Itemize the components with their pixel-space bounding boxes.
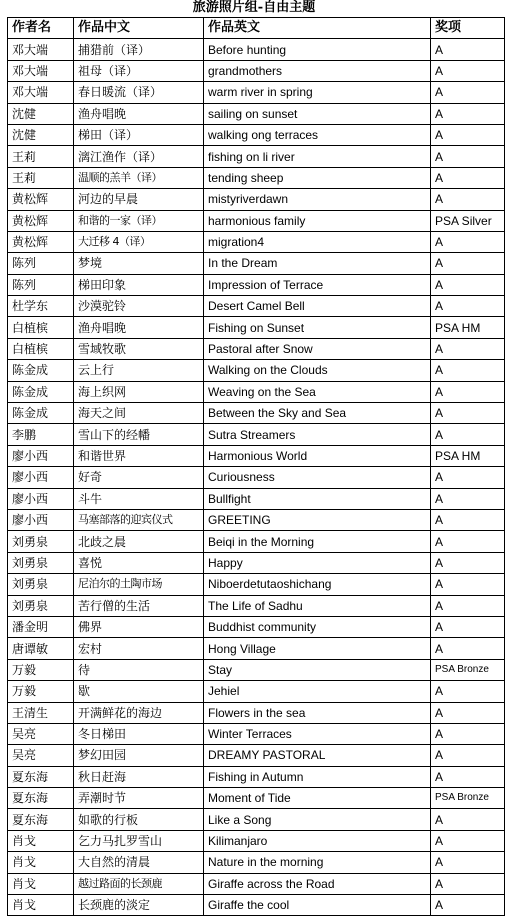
award-cell: A — [431, 552, 505, 573]
award-cell: A — [431, 231, 505, 252]
title-english-cell: Niboerdetutaoshichang — [204, 574, 431, 595]
title-chinese-cell: 斗牛 — [74, 488, 204, 509]
title-chinese-cell: 漓江渔作（译） — [74, 146, 204, 167]
title-english-cell: The Life of Sadhu — [204, 595, 431, 616]
table-row — [8, 189, 505, 210]
table-row — [8, 146, 505, 167]
award-cell: A — [431, 39, 505, 60]
title-chinese-cell: 大自然的清晨 — [74, 852, 204, 873]
title-chinese-cell: 温顺的羔羊（译） — [74, 167, 204, 188]
author-cell: 刘勇泉 — [8, 595, 74, 616]
award-cell: PSA HM — [431, 445, 505, 466]
table-row — [8, 167, 505, 188]
title-english-cell: DREAMY PASTORAL — [204, 745, 431, 766]
title-english-cell: Giraffe across the Road — [204, 873, 431, 894]
title-chinese-cell: 北歧之晨 — [74, 531, 204, 552]
title-english-cell: Fishing in Autumn — [204, 766, 431, 787]
title-english-cell: Walking on the Clouds — [204, 360, 431, 381]
title-chinese-cell: 马塞部落的迎宾仪式 — [74, 509, 204, 530]
table-row — [8, 103, 505, 124]
table-row — [8, 638, 505, 659]
award-cell: A — [431, 595, 505, 616]
title-english-cell: Winter Terraces — [204, 723, 431, 744]
table-row — [8, 403, 505, 424]
author-cell: 沈健 — [8, 103, 74, 124]
title-chinese-cell: 梯田（译） — [74, 124, 204, 145]
header-title-english: 作品英文 — [204, 18, 431, 39]
title-english-cell: Between the Sky and Sea — [204, 403, 431, 424]
author-cell: 白植槟 — [8, 338, 74, 359]
award-cell: A — [431, 296, 505, 317]
award-cell: A — [431, 766, 505, 787]
title-english-cell: Kilimanjaro — [204, 830, 431, 851]
title-english-cell: Stay — [204, 659, 431, 680]
table-row — [8, 595, 505, 616]
award-cell: A — [431, 424, 505, 445]
title-english-cell: Desert Camel Bell — [204, 296, 431, 317]
author-cell: 刘勇泉 — [8, 531, 74, 552]
award-cell: A — [431, 124, 505, 145]
author-cell: 肖戈 — [8, 830, 74, 851]
table-row — [8, 830, 505, 851]
author-cell: 万毅 — [8, 659, 74, 680]
award-cell: A — [431, 745, 505, 766]
title-english-cell: Jehiel — [204, 681, 431, 702]
title-chinese-cell: 如歌的行板 — [74, 809, 204, 830]
title-chinese-cell: 越过路面的长颈鹿 — [74, 873, 204, 894]
award-cell: A — [431, 467, 505, 488]
table-row — [8, 852, 505, 873]
award-cell: A — [431, 82, 505, 103]
author-cell: 王莉 — [8, 167, 74, 188]
title-english-cell: Impression of Terrace — [204, 274, 431, 295]
title-chinese-cell: 河边的早晨 — [74, 189, 204, 210]
title-chinese-cell: 梯田印象 — [74, 274, 204, 295]
title-chinese-cell: 长颈鹿的淡定 — [74, 895, 204, 916]
award-cell: A — [431, 60, 505, 81]
author-cell: 邓大端 — [8, 60, 74, 81]
title-chinese-cell: 云上行 — [74, 360, 204, 381]
title-english-cell: Before hunting — [204, 39, 431, 60]
award-cell: A — [431, 852, 505, 873]
author-cell: 廖小西 — [8, 509, 74, 530]
award-cell: A — [431, 338, 505, 359]
award-cell: A — [431, 509, 505, 530]
table-row — [8, 60, 505, 81]
title-english-cell: Like a Song — [204, 809, 431, 830]
table-row — [8, 745, 505, 766]
table-row — [8, 445, 505, 466]
page-title: 旅游照片组-自由主题 — [192, 0, 316, 15]
title-chinese-cell: 和谐的一家（译） — [74, 210, 204, 231]
author-cell: 李鹏 — [8, 424, 74, 445]
author-cell: 黄松辉 — [8, 210, 74, 231]
title-chinese-cell: 祖母（译） — [74, 60, 204, 81]
author-cell: 肖戈 — [8, 873, 74, 894]
title-chinese-cell: 待 — [74, 659, 204, 680]
author-cell: 廖小西 — [8, 445, 74, 466]
title-english-cell: Fishing on Sunset — [204, 317, 431, 338]
author-cell: 夏东海 — [8, 809, 74, 830]
title-chinese-cell: 乞力马扎罗雪山 — [74, 830, 204, 851]
table-row — [8, 531, 505, 552]
title-english-cell: harmonious family — [204, 210, 431, 231]
table-row — [8, 702, 505, 723]
award-cell: A — [431, 531, 505, 552]
title-english-cell: migration4 — [204, 231, 431, 252]
title-english-cell: sailing on sunset — [204, 103, 431, 124]
author-cell: 刘勇泉 — [8, 552, 74, 573]
author-cell: 白植槟 — [8, 317, 74, 338]
table-row — [8, 360, 505, 381]
title-chinese-cell: 捕猎前（译） — [74, 39, 204, 60]
award-cell: A — [431, 574, 505, 595]
award-cell: A — [431, 681, 505, 702]
title-english-cell: GREETING — [204, 509, 431, 530]
title-english-cell: grandmothers — [204, 60, 431, 81]
author-cell: 唐谭敏 — [8, 638, 74, 659]
author-cell: 邓大端 — [8, 39, 74, 60]
author-cell: 肖戈 — [8, 852, 74, 873]
award-cell: A — [431, 809, 505, 830]
title-chinese-cell: 沙漠驼铃 — [74, 296, 204, 317]
title-chinese-cell: 佛界 — [74, 616, 204, 637]
award-cell: A — [431, 360, 505, 381]
title-english-cell: Moment of Tide — [204, 788, 431, 809]
table-row — [8, 296, 505, 317]
award-cell: A — [431, 616, 505, 637]
table-row — [8, 681, 505, 702]
award-cell: A — [431, 274, 505, 295]
title-chinese-cell: 海上织网 — [74, 381, 204, 402]
title-chinese-cell: 和谐世界 — [74, 445, 204, 466]
award-cell: PSA Silver — [431, 210, 505, 231]
author-cell: 沈健 — [8, 124, 74, 145]
author-cell: 陈列 — [8, 274, 74, 295]
title-chinese-cell: 宏村 — [74, 638, 204, 659]
award-cell: A — [431, 830, 505, 851]
title-english-cell: Pastoral after Snow — [204, 338, 431, 359]
author-cell: 夏东海 — [8, 788, 74, 809]
table-row — [8, 274, 505, 295]
title-english-cell: Happy — [204, 552, 431, 573]
title-chinese-cell: 冬日梯田 — [74, 723, 204, 744]
title-english-cell: Beiqi in the Morning — [204, 531, 431, 552]
table-row — [8, 381, 505, 402]
award-cell: A — [431, 189, 505, 210]
title-english-cell: Harmonious World — [204, 445, 431, 466]
title-chinese-cell: 尼泊尔的土陶市场 — [74, 574, 204, 595]
title-english-cell: fishing on li river — [204, 146, 431, 167]
table-row — [8, 616, 505, 637]
author-cell: 黄松辉 — [8, 231, 74, 252]
author-cell: 廖小西 — [8, 467, 74, 488]
award-cell: A — [431, 167, 505, 188]
table-row — [8, 873, 505, 894]
title-chinese-cell: 雪山下的经幡 — [74, 424, 204, 445]
award-cell: A — [431, 638, 505, 659]
table-row — [8, 895, 505, 916]
award-cell: A — [431, 146, 505, 167]
title-chinese-cell: 梦幻田园 — [74, 745, 204, 766]
table-row — [8, 552, 505, 573]
title-chinese-cell: 苦行僧的生活 — [74, 595, 204, 616]
title-chinese-cell: 歇 — [74, 681, 204, 702]
title-english-cell: warm river in spring — [204, 82, 431, 103]
table-row — [8, 467, 505, 488]
title-chinese-cell: 春日暖流（译） — [74, 82, 204, 103]
title-english-cell: Giraffe the cool — [204, 895, 431, 916]
title-chinese-cell: 雪域牧歌 — [74, 338, 204, 359]
author-cell: 万毅 — [8, 681, 74, 702]
award-cell: A — [431, 488, 505, 509]
title-english-cell: Curiousness — [204, 467, 431, 488]
table-row — [8, 788, 505, 809]
author-cell: 肖戈 — [8, 895, 74, 916]
header-author: 作者名 — [8, 18, 74, 39]
table-row — [8, 82, 505, 103]
header-award: 奖项 — [431, 18, 505, 39]
table-row — [8, 659, 505, 680]
table-row — [8, 124, 505, 145]
title-chinese-cell: 开满鲜花的海边 — [74, 702, 204, 723]
title-chinese-cell: 好奇 — [74, 467, 204, 488]
header-title-chinese: 作品中文 — [74, 18, 204, 39]
award-cell: PSA Bronze — [431, 788, 505, 809]
table-row — [8, 39, 505, 60]
table-body — [8, 39, 505, 916]
title-english-cell: Hong Village — [204, 638, 431, 659]
title-english-cell: Nature in the morning — [204, 852, 431, 873]
table-row — [8, 809, 505, 830]
table-row — [8, 253, 505, 274]
author-cell: 夏东海 — [8, 766, 74, 787]
table-row — [8, 231, 505, 252]
author-cell: 黄松辉 — [8, 189, 74, 210]
table-row — [8, 766, 505, 787]
title-chinese-cell: 渔舟唱晚 — [74, 317, 204, 338]
table-row — [8, 723, 505, 744]
award-cell: A — [431, 702, 505, 723]
author-cell: 邓大端 — [8, 82, 74, 103]
table-row — [8, 424, 505, 445]
table-row — [8, 488, 505, 509]
table-row — [8, 509, 505, 530]
title-chinese-cell: 喜悦 — [74, 552, 204, 573]
author-cell: 刘勇泉 — [8, 574, 74, 595]
author-cell: 潘金明 — [8, 616, 74, 637]
award-cell: A — [431, 381, 505, 402]
author-cell: 王清生 — [8, 702, 74, 723]
table-row — [8, 210, 505, 231]
author-cell: 陈金成 — [8, 381, 74, 402]
title-chinese-cell: 大迁移 4（译） — [74, 231, 204, 252]
author-cell: 吴亮 — [8, 745, 74, 766]
award-cell: A — [431, 403, 505, 424]
award-cell: PSA HM — [431, 317, 505, 338]
title-english-cell: Sutra Streamers — [204, 424, 431, 445]
title-english-cell: Flowers in the sea — [204, 702, 431, 723]
awards-table — [7, 17, 505, 916]
table-row — [8, 574, 505, 595]
title-english-cell: mistyriverdawn — [204, 189, 431, 210]
author-cell: 吴亮 — [8, 723, 74, 744]
author-cell: 陈金成 — [8, 403, 74, 424]
award-cell: A — [431, 723, 505, 744]
table-row — [8, 317, 505, 338]
author-cell: 陈列 — [8, 253, 74, 274]
title-english-cell: tending sheep — [204, 167, 431, 188]
title-chinese-cell: 渔舟唱晚 — [74, 103, 204, 124]
title-english-cell: Buddhist community — [204, 616, 431, 637]
title-chinese-cell: 秋日赶海 — [74, 766, 204, 787]
author-cell: 陈金成 — [8, 360, 74, 381]
table-row — [8, 338, 505, 359]
award-cell: PSA Bronze — [431, 659, 505, 680]
author-cell: 杜学东 — [8, 296, 74, 317]
award-cell: A — [431, 873, 505, 894]
title-chinese-cell: 梦境 — [74, 253, 204, 274]
header-row — [8, 18, 505, 39]
title-chinese-cell: 弄潮时节 — [74, 788, 204, 809]
title-english-cell: walking ong terraces — [204, 124, 431, 145]
title-english-cell: Bullfight — [204, 488, 431, 509]
award-cell: A — [431, 103, 505, 124]
author-cell: 廖小西 — [8, 488, 74, 509]
award-cell: A — [431, 253, 505, 274]
author-cell: 王莉 — [8, 146, 74, 167]
title-english-cell: Weaving on the Sea — [204, 381, 431, 402]
award-cell: A — [431, 895, 505, 916]
title-chinese-cell: 海天之间 — [74, 403, 204, 424]
title-english-cell: In the Dream — [204, 253, 431, 274]
